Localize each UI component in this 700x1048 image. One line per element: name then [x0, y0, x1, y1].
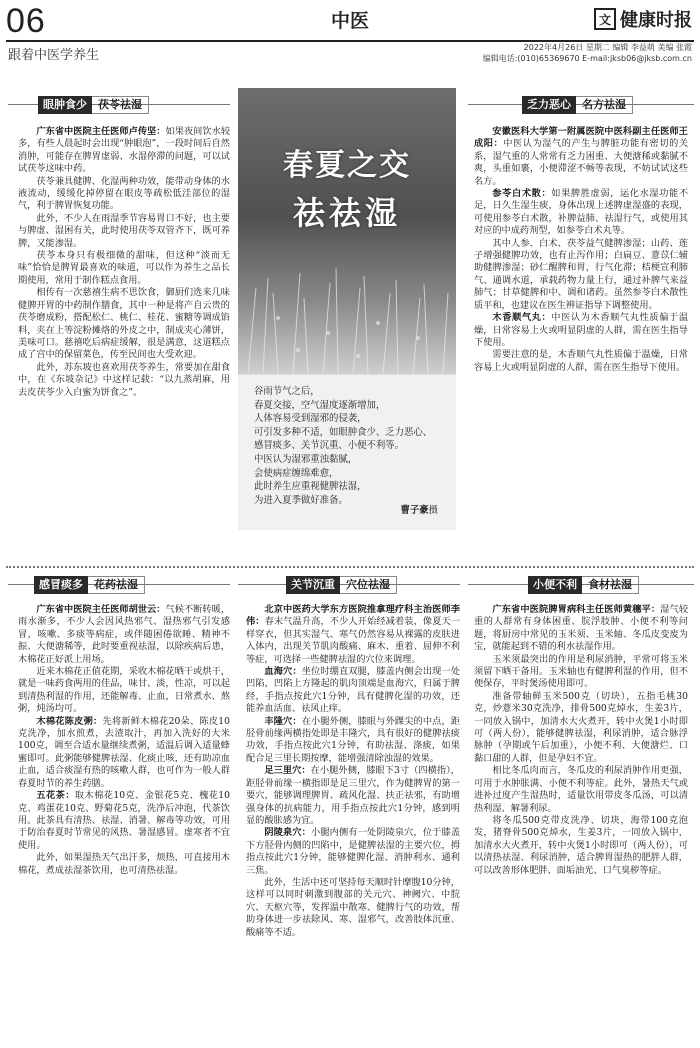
paragraph [474, 349, 688, 374]
paragraph-text: 先将新鲜木棉花20朵、陈皮10克洗净，加水煎煮，去渣取汁，再加入洗好的大米100克，调至合适水量继续煮粥，适温后调入适量蜂蜜即可。此粥能够健脾祛湿、化痰止咳，还有助凉血止血，适合痰湿有热的咳嗽人群，也可作为一般人群春夏时节的养生药膳。 [18, 715, 230, 789]
article-fatigue [474, 126, 688, 556]
paragraph-text: 中医认为湿气的产生与脾脏功能有密切的关系，湿气重的人常常有乏力困重、大便溏稀或黏腻不爽，头重如裹，小便滞涩不畅等表现，不妨试试这些名方。 [474, 138, 688, 187]
paragraph-text: 中医认为木香顺气丸性质偏于温燥，日常容易上火或明显阴虚的人群，需在医生指导下使用。 [474, 312, 688, 348]
paragraph-lead: 广东省中医院主任医师胡世云： [36, 604, 166, 615]
paragraph [474, 654, 688, 691]
paragraph-text: 玉米须最突出的作用是利尿消肿，平常可将玉米须留下晒干备用。玉米轴也有健脾利湿的作用，但不便保存，平时煲汤使用即可。 [474, 653, 688, 690]
section-tag: 眼肿食少 [38, 96, 92, 114]
paragraph-text: 在小腿外侧，膝眼下3寸（四横指），距胫骨前缘一横指即是足三里穴，作为健脾胃的第一要穴，能够调理脾胃、疏风化湿、扶正祛邪，有助增强身体的抗病能力，用手指点按此穴1分钟，感到明显的酸胀感为宜。 [246, 765, 460, 826]
intro-line: 可引发多种不适，如眼肿食少、乏力恶心、 [254, 426, 433, 438]
paragraph-lead: 木香顺气丸： [492, 312, 552, 324]
paragraph-text: 此外，苏东坡也喜欢用茯苓养生，常要加在甜食中，在《东坡杂记》中这样记载：“以九蒸胡麻，用去皮茯苓少入白蜜为饼食之”。 [18, 361, 230, 398]
paragraph-text: 湿气较重的人群常有身体困重、脘浮肢肿、小便不利等问题，将厨房中常见的玉米须、玉米轴、冬瓜皮变废为宝，就能起到不错的利水祛湿作用。 [474, 604, 688, 653]
brand-name: 健康时报 [620, 10, 692, 31]
paragraph-lead: 广东省中医院脾胃病科主任医师黄穗平： [492, 604, 661, 615]
contact-line: 编辑电话:(010)65369670 E-mail:jksb06@jksb.com.cn [482, 54, 692, 63]
paragraph [18, 362, 230, 399]
date-line: 2022年4月26日 星期二 编辑 李益萌 美编 张霞 [523, 43, 692, 52]
author-suffix: 摄 [428, 505, 438, 516]
masthead [0, 0, 700, 62]
paragraph [474, 815, 688, 877]
section-divider [6, 566, 694, 568]
intro-line: 谷雨节气之后， [254, 386, 320, 397]
paragraph [18, 790, 230, 852]
brand [594, 6, 692, 32]
paragraph [246, 666, 460, 716]
page-subtitle: 跟着中医学养生 [8, 48, 100, 63]
paragraph [474, 126, 688, 188]
article-urination [474, 604, 688, 1044]
paragraph-text: 在小腿外侧，膝眼与外踝尖的中点，距胫骨前缘两横指处即是丰隆穴，具有很好的健脾祛痰功效，手指点按此穴1分钟，有助祛湿、涤痰，如果配合足三里长期按摩，能增强清除浊湿的效果。 [246, 715, 460, 764]
paragraph-lead: 阴陵泉穴： [264, 827, 311, 839]
photo-credit [400, 502, 438, 516]
paragraph [18, 126, 230, 176]
paragraph [474, 238, 688, 312]
paragraph-text: 其中人参、白术、茯苓益气健脾渗湿；山药、莲子增强健脾功效，也有止泻作用；白扁豆、薏苡仁辅助健脾渗湿；砂仁醒脾和胃，行气化滞；桔梗宣利肺气、通调水道，承载药物力量上行，通过补脾气来益肺气；甘草健脾和中、调和诸药。虽然参苓白术散性质平和，也建议在医生辨证指导下调整使用。 [474, 237, 688, 311]
paragraph [246, 604, 460, 666]
paragraph [474, 188, 688, 238]
paragraph-text: 近来木棉花正值花期，采收木棉花晒干或烘干，就是一味药食两用的佳品，味甘、淡，性凉，可以起到清热利湿的作用，还能解毒、止血，日常煮水、熬粥，炖汤均可。 [18, 666, 230, 715]
paragraph-lead: 丰隆穴： [264, 715, 302, 727]
paragraph [246, 827, 460, 877]
section-header-fatigue [522, 96, 633, 114]
author-name: 曹子豪 [400, 505, 429, 516]
paragraph-text: 将冬瓜500克带皮洗净、切块，海带100克泡发，猪脊骨500克焯水，生姜3片，一同放入锅中，加清水大火煮开，转中火煲1小时即可（两人份），可以清热祛湿、利尿消肿，适合脾胃湿热的肥胖人群，可以改善形体肥胖、面垢油光、口气臭秽等症。 [474, 814, 688, 876]
paragraph-text: 如果脾胜虚弱，运化水湿功能不足，日久生湿生痰，身体出现上述脾虚湿盛的表现，可使用参苓白术散，补脾益肺、祛湿行气，或使用其对应的中成药剂型，如参苓白术丸等。 [474, 188, 688, 237]
article-cold [18, 604, 230, 1044]
paragraph-lead: 木棉花陈皮粥： [36, 715, 103, 727]
section-tag: 小便不利 [528, 576, 582, 594]
section-header-urination [528, 576, 639, 594]
paragraph-text: 需要注意的是，木香顺气丸性质偏于温燥，日常容易上火或明显阴虚的人群，需在医生指导下使用。 [474, 349, 688, 373]
intro-line: 人体容易受到湿邪的侵袭， [254, 413, 367, 425]
feature-title-line2: 祛祛湿 [292, 194, 401, 232]
paragraph-lead: 北京中医药大学东方医院推拿理疗科主治医师李伟： [246, 604, 460, 628]
intro-line: 为进入夏季做好准备。 [254, 494, 348, 506]
paragraph-lead: 广东省中医院主任医师卢传坚： [36, 126, 166, 137]
paragraph [246, 765, 460, 827]
paragraph-text: 如果夜间饮水较多，有些人晨起时会出现“肿眼泡”，一段时间后自然消肿，可能存在脾胃虚弱、水湿停滞的问题，可以试试茯苓这味中药。 [18, 126, 230, 175]
paragraph-text: 春末气温升高，不少人开始经减着装，像夏天一样穿衣，但其实湿气、寒气仍然容易从裸露的皮肤进入体内，出现关节肌肉酸痛、麻木、重着、屈伸不利等症，可选择一些健脾祛湿的穴位来调理。 [246, 616, 460, 665]
intro-line: 中医认为湿邪重浊黏腻， [254, 453, 358, 465]
paragraph [18, 176, 230, 213]
paragraph [18, 287, 230, 361]
paragraph-text: 取木棉花10克、金银花5克、槐花10克、鸡蛋花10克、野菊花5克，洗净后冲泡，代茶饮用。此茶具有清热、祛湿、消暑、解毒等功效，可用于防治春夏时节常见的风热、暑湿感冒。虚寒者不宜使用。 [18, 790, 230, 851]
section-label: 名方祛湿 [576, 96, 633, 114]
paragraph [18, 852, 230, 877]
section-title: 中医 [330, 10, 369, 32]
intro-line: 会使病症缠绵难愈， [254, 467, 339, 479]
paragraph-text: 茯苓本身只有极细微的甜味，但这种“淡而无味”恰恰是脾胃最喜欢的味道，可以作为养生之品长期使用，常用于制作糕点食用。 [18, 250, 230, 286]
paragraph-text: 此外，生活中还可坚持每天顺时针摩腹10分钟，这样可以同时刺激到腹部的关元穴、神阙穴、中脘穴、天枢穴等，发挥温中散寒、健脾行气的功效，帮助身体进一步祛除风、寒、湿邪气，改善肢体沉重、酸痛等不适。 [246, 876, 460, 938]
paragraph-lead: 血海穴： [264, 666, 302, 678]
intro-line: 感冒痰多、关节沉重、小便不利等。 [254, 440, 405, 452]
section-tag: 感冒痰多 [34, 576, 88, 594]
paragraph-text: 此外，如果湿热天气出汗多，烦热，可直接用木棉花，煮成祛湿茶饮用，也可清热祛湿。 [18, 852, 230, 876]
paragraph [18, 604, 230, 666]
feature-intro [238, 374, 456, 530]
brand-logo-icon: 文 [594, 8, 616, 30]
editor-info [452, 42, 692, 64]
paragraph [474, 691, 688, 765]
intro-line: 此时养生应重视健脾祛湿， [254, 481, 367, 493]
section-label: 食材祛湿 [582, 576, 639, 594]
paragraph [18, 213, 230, 250]
feature-intro-text [254, 385, 444, 507]
article-loss-appetite [18, 126, 230, 556]
section-label: 穴位祛湿 [340, 576, 397, 594]
paragraph-lead: 五花茶： [36, 790, 75, 802]
section-label: 花药祛湿 [88, 576, 145, 594]
paragraph-text: 坐位时绷直双腿，膝盖内侧会出现一处凹陷，凹陷上方隆起的肌肉顶端是血海穴，归属于脾经，手指点按此穴1分钟，具有健脾化湿的功效，还能养血活血、祛风止痒。 [246, 666, 460, 715]
section-header-loss-appetite [38, 96, 149, 114]
paragraph [18, 250, 230, 287]
paragraph-text: 此外，不少人在雨湿季节容易胃口不好，也主要与脾虚、湿困有关，此时使用茯苓双管齐下，既可养脾，又能渗湿。 [18, 212, 230, 249]
section-label: 茯苓祛湿 [92, 96, 149, 114]
feature-title-line1: 春夏之交 [283, 148, 411, 183]
paragraph [474, 312, 688, 349]
page-number: 06 [6, 2, 46, 40]
paragraph [18, 716, 230, 790]
paragraph-lead: 参苓白术散： [492, 188, 552, 200]
section-tag: 乏力恶心 [522, 96, 576, 114]
paragraph-text: 茯苓兼具健脾、化湿两种功效，能带动身体的水液流动，缓缓化掉停留在眼皮等疏松低洼部位的湿气，利于脾胃恢复功能。 [18, 175, 230, 212]
intro-line: 春夏交接，空气湿度逐渐增加， [254, 399, 386, 411]
paragraph-lead: 足三里穴： [264, 765, 311, 777]
paragraph [246, 877, 460, 939]
paragraph [18, 666, 230, 716]
paragraph-text: 相比冬瓜肉而言，冬瓜皮的利尿消肿作用更强，可用于水肿胀满、小便不利等症。此外，暑热天气或进补过度产生湿热时，适量饮用带皮冬瓜汤，可以清热利湿、解暑利尿。 [474, 765, 688, 814]
paragraph-text: 气候不断转暖，雨水渐多，不少人会因风热邪气、湿热邪气引发感冒，咳嗽、多痰等病症，或伴随困倦欲睡、精神不振、大便溏稀等，此时要重视祛湿，以除疾病后患，木棉花正好派上用场。 [18, 604, 230, 665]
paragraph [246, 716, 460, 766]
paragraph [474, 765, 688, 815]
section-header-cold [34, 576, 145, 594]
paragraph-text: 准备带轴鲜玉米500克（切块），五指毛桃30克，炒薏米30克洗净，排骨500克焯水，生姜3片，一同放入锅中，加清水大火煮开，转中火煲1小时即可（两人份），能够健脾祛湿，利尿消肿，适合脉浮脉肿（孕期或午后加重），小便不利、大便溏烂、口黏口甜的人群，但是孕妇不宜。 [474, 690, 688, 764]
section-header-joint [286, 576, 397, 594]
paragraph-lead: 安徽医科大学第一附属医院中医科副主任医师王成阳： [474, 126, 688, 150]
paragraph-text: 小腿内侧有一处阴陵泉穴，位于膝盖下方胫骨内侧的凹陷中，是健脾祛湿的主要穴位，拇指点按此穴1分钟，能够健脾化湿、消肿利水、通利三焦。 [246, 827, 460, 876]
paragraph-text: 相传有一次慈禧生病不思饮食，御厨们选来几味健脾开胃的中药制作膳食，其中一种是将产自云贵的茯苓磨成粉，搭配松仁、桃仁、桂花、蜜糖等调成馅料，夹在上等淀粉摊烙的外皮之中，制成夹心薄饼，美味可口。慈禧吃后病症缓解，很是满意，这道糕点成了宫中的保留菜色，传至民间也大受欢迎。 [18, 287, 230, 361]
feature-image [238, 88, 456, 374]
paragraph [474, 604, 688, 654]
section-tag: 关节沉重 [286, 576, 340, 594]
article-joint [246, 604, 460, 1044]
